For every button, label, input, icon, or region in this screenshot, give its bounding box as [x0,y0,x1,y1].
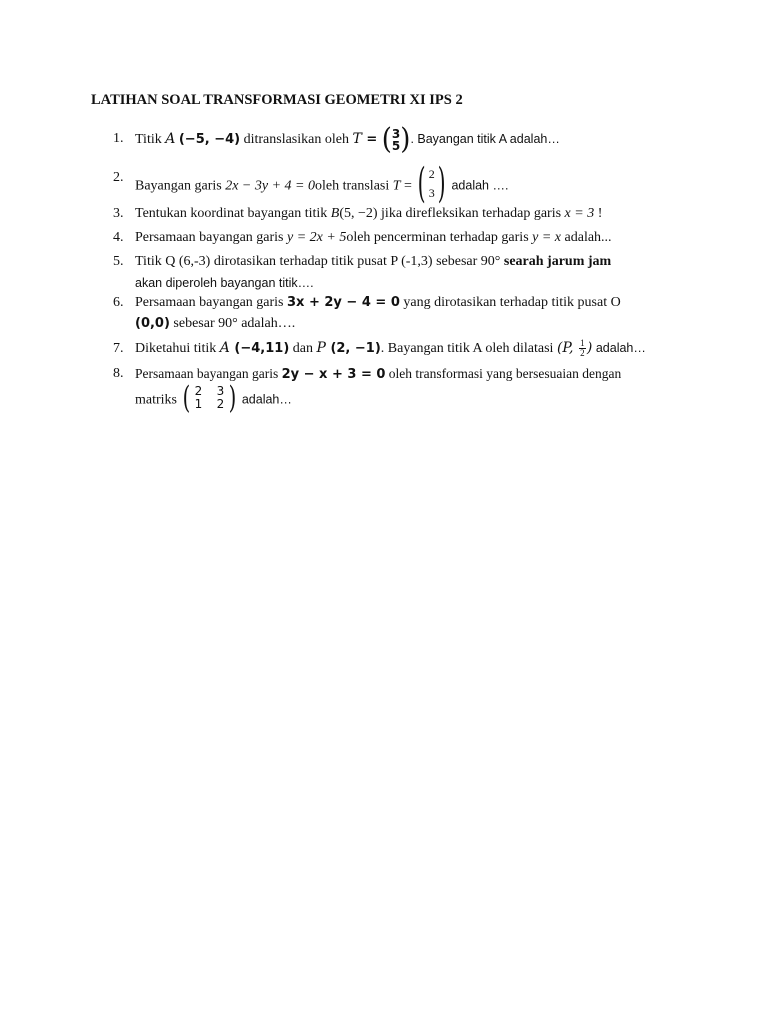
question-text [135,251,675,272]
text-segment: Persamaan bayangan garis [135,295,287,310]
question-text [135,203,675,224]
text-segment: Titik Q (6,-3) dirotasikan terhadap titik pusat P (-1,3) sebesar 90° [135,254,504,269]
math-op: = [361,132,382,148]
math-expr: y = 2x + 5 [287,230,347,245]
question-text [135,338,675,359]
matrix-entry: 2 [194,384,203,398]
text-segment: . Bayangan titik A adalah… [410,132,560,147]
question-number: 6. [113,295,124,310]
text-segment: adalah… [238,392,292,407]
text-segment: adalah… [592,341,646,355]
right-paren: ) [437,159,446,208]
text-segment: jika direfleksikan terhadap garis [377,206,565,221]
text-segment: Titik [135,132,166,148]
text-segment: matriks [135,392,181,408]
matrix-entries [191,385,227,410]
math-expr: (0,0) [135,316,170,331]
math-expr: x = 3 [564,206,595,221]
text-segment: . Bayangan titik A oleh dilatasi [380,341,557,356]
text-segment: oleh transformasi yang bersesuaian dengan [385,366,622,381]
question-text [135,122,675,156]
text-segment: adalah …. [447,178,509,193]
question-text [135,159,675,208]
question-text-line-2 [135,313,675,334]
vector-bottom: 3 [428,186,435,201]
right-paren: ) [229,379,237,416]
math-var: P [316,340,326,356]
text-segment: yang dirotasikan terhadap titik pusat O [399,295,621,310]
text-segment: oleh pencerminan terhadap garis [346,230,533,245]
text-segment: Persamaan bayangan garis [135,366,282,381]
left-paren: ( [418,159,427,208]
math-expr: 2x − 3y + 4 = 0 [225,178,315,194]
question-number: 7. [113,341,124,356]
question-number: 2. [113,170,124,185]
text-segment: Diketahui titik [135,341,220,356]
vector-entries [429,165,435,203]
left-paren: ( [381,122,392,156]
vector-bottom: 5 [391,139,401,153]
math-expr: (P, [556,340,578,356]
translation-vector [381,122,411,156]
text-segment: Persamaan bayangan garis [135,230,287,245]
question-number: 1. [113,131,124,146]
fraction [579,339,586,359]
math-var: T [392,178,401,194]
math-expr: 2y − x + 3 = 0 [281,367,386,382]
right-paren: ) [400,122,411,156]
matrix-entry: 1 [194,397,203,411]
transformation-matrix [181,379,239,416]
math-expr: (2, −1) [325,341,381,356]
matrix-entry: 3 [216,384,225,398]
fraction-numerator: 1 [580,337,585,348]
text-segment: Bayangan garis [135,178,226,194]
math-expr: y = x [532,230,562,245]
math-var: A [165,131,176,148]
left-paren: ( [182,379,190,416]
bold-text: searah jarum jam [503,254,612,269]
question-text [135,363,675,385]
math-expr: (−5, −4) [178,132,241,148]
math-op: = [400,178,416,194]
text-segment: adalah... [561,230,612,245]
vector-top: 2 [428,167,435,181]
question-text [135,227,675,248]
question-number: 4. [113,230,124,245]
question-number: 3. [113,206,124,221]
math-var: A [219,340,230,356]
text-segment: oleh translasi [314,178,393,194]
translation-vector [415,159,448,208]
math-expr: (5, −2) [339,206,378,221]
question-text-line-2 [135,379,675,416]
text-segment: ! [594,206,603,221]
text-segment: Tentukan koordinat bayangan titik [135,206,331,221]
fraction-denominator: 2 [580,348,585,359]
question-number: 5. [113,254,124,269]
vector-top: 3 [391,127,401,141]
text-segment: sebesar 90° adalah…. [169,316,296,331]
page-title: LATIHAN SOAL TRANSFORMASI GEOMETRI XI IPS 2 [91,92,463,108]
matrix-entry: 2 [216,397,225,411]
math-var: B [330,206,340,221]
math-expr: 3x + 2y − 4 = 0 [287,295,400,310]
question-text [135,292,675,313]
question-text-line-2: akan diperoleh bayangan titik…. [135,276,314,290]
text-segment: ditranslasikan oleh [240,132,353,148]
vector-entries [392,128,400,152]
math-var: T [352,131,362,148]
math-expr: ) [586,340,593,356]
text-segment: dan [289,341,317,356]
question-number: 8. [113,366,124,381]
math-expr: (−4,11) [229,341,290,356]
